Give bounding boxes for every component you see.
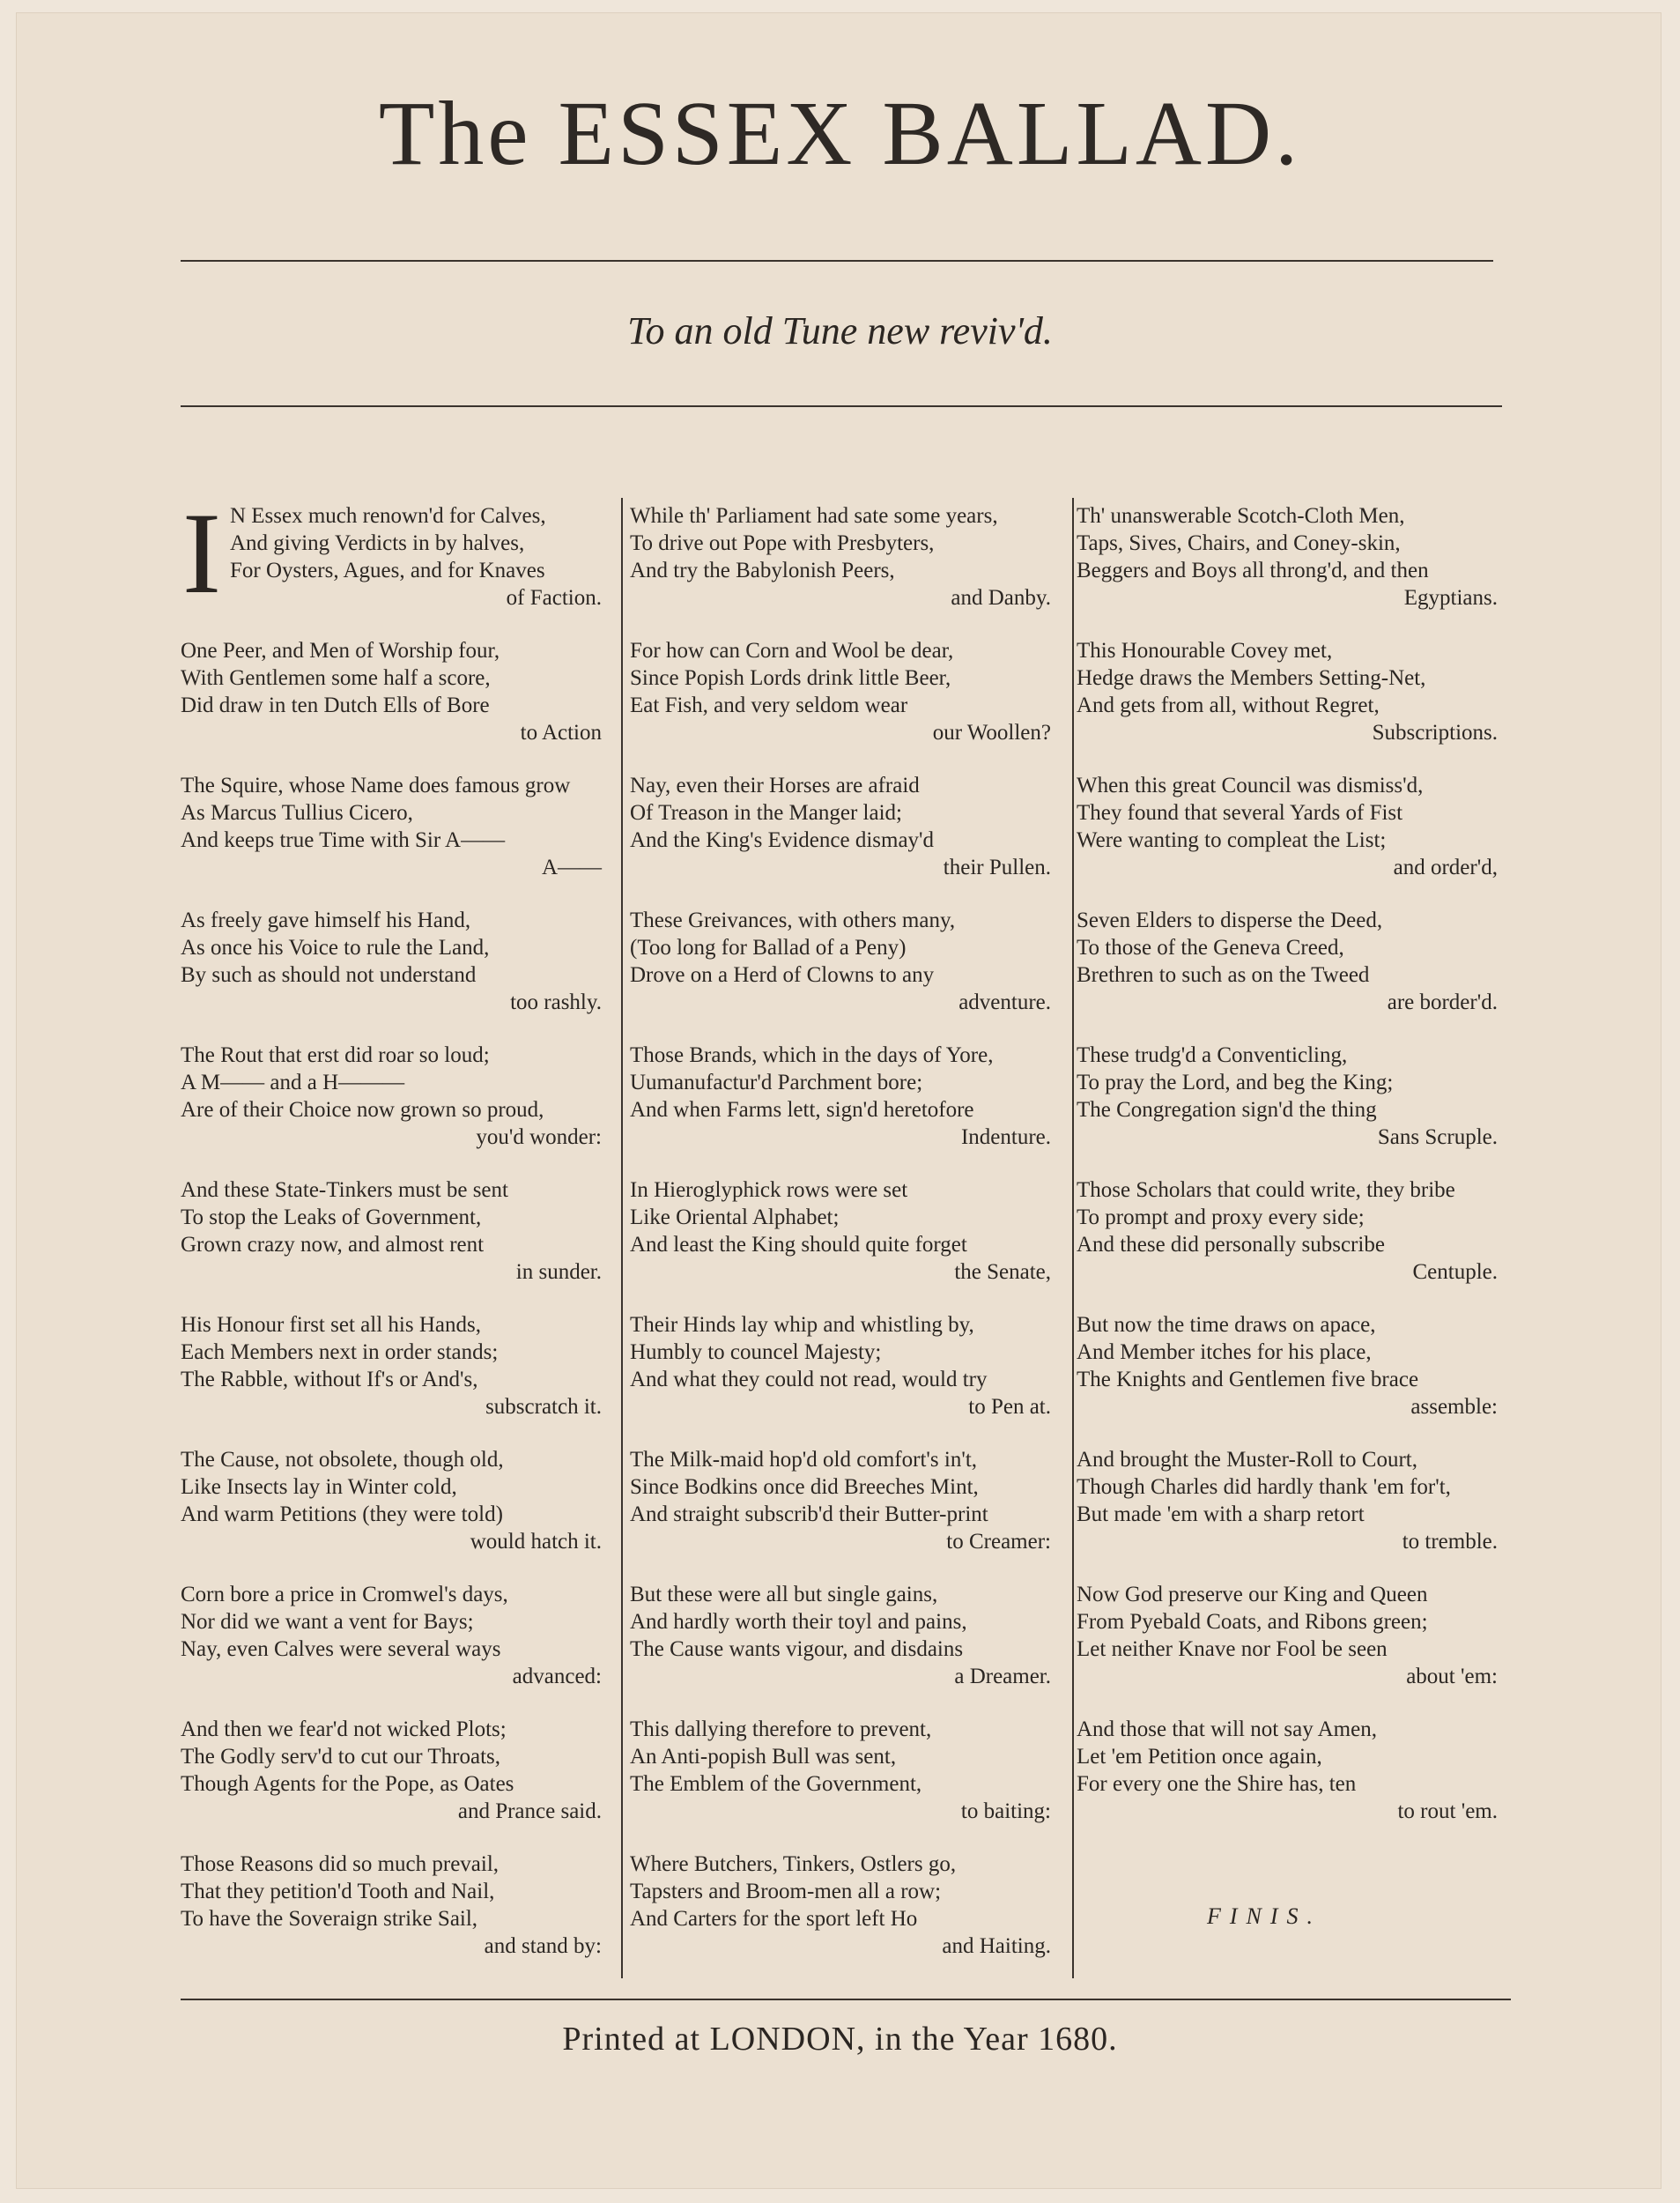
stanza: [1077, 637, 1498, 772]
stanza-tag-line: about 'em:: [1406, 1665, 1498, 1688]
finis-mark: FINIS.: [1207, 1903, 1322, 1929]
stanza-tag-line: and Danby.: [951, 586, 1051, 610]
stanza: [181, 1851, 602, 1985]
verse-line: Humbly to councel Majesty;: [630, 1340, 882, 1364]
stanza-tag-line: Subscriptions.: [1372, 721, 1498, 745]
stanza: [181, 1042, 602, 1176]
stanza: [181, 488, 602, 637]
verse-line: Let 'em Petition once again,: [1077, 1745, 1322, 1769]
title-rule: [181, 260, 1493, 262]
verse-line: Seven Elders to disperse the Deed,: [1077, 909, 1383, 932]
verse-line: Th' unanswerable Scotch-Cloth Men,: [1077, 504, 1405, 528]
verse-line: And keeps true Time with Sir A——: [181, 828, 506, 852]
imprint: Printed at LONDON, in the Year 1680.: [562, 2021, 1118, 2058]
verse-line: And straight subscrib'd their Butter-print: [630, 1502, 988, 1526]
stanza: [1077, 1581, 1498, 1716]
stanza: [1077, 907, 1498, 1042]
verse-line: The Rout that erst did roar so loud;: [181, 1043, 490, 1067]
stanza: [1077, 1446, 1498, 1581]
verse-line: And brought the Muster-Roll to Court,: [1077, 1448, 1417, 1472]
verse-line: Nay, even Calves were several ways: [181, 1637, 501, 1661]
stanza-tag-line: subscratch it.: [485, 1395, 602, 1419]
verse-line: An Anti-popish Bull was sent,: [630, 1745, 897, 1769]
stanza: [1077, 1042, 1498, 1176]
verse-line: Were wanting to compleat the List;: [1077, 828, 1387, 852]
verse-line: Corn bore a price in Cromwel's days,: [181, 1583, 508, 1606]
verse-line: Did draw in ten Dutch Ells of Bore: [181, 694, 490, 717]
stanza-tag-line: would hatch it.: [470, 1530, 602, 1554]
ballad-column-2: [630, 502, 1051, 1985]
verse-line: To those of the Geneva Creed,: [1077, 936, 1344, 960]
verse-line: The Cause wants vigour, and disdains: [630, 1637, 964, 1661]
stanza: [630, 502, 1051, 637]
stanza: [181, 637, 602, 772]
stanza: [181, 1581, 602, 1716]
verse-line: These trudg'd a Conventicling,: [1077, 1043, 1348, 1067]
verse-line: Grown crazy now, and almost rent: [181, 1233, 485, 1257]
verse-line: Since Popish Lords drink little Beer,: [630, 666, 951, 690]
stanza: [630, 1446, 1051, 1581]
stanza-tag-line: are border'd.: [1387, 990, 1498, 1014]
verse-line: And Member itches for his place,: [1077, 1340, 1372, 1364]
verse-line: And when Farms lett, sign'd heretofore: [630, 1098, 974, 1122]
verse-line: Taps, Sives, Chairs, and Coney-skin,: [1077, 531, 1401, 555]
subtitle-rule: [181, 405, 1502, 407]
verse-line: Nor did we want a vent for Bays;: [181, 1610, 474, 1634]
verse-line: A M—— and a H———: [181, 1071, 405, 1094]
verse-line: This Honourable Covey met,: [1077, 639, 1333, 663]
stanza-tag-line: to rout 'em.: [1397, 1799, 1498, 1823]
verse-line: Like Insects lay in Winter cold,: [181, 1475, 457, 1499]
verse-line: And warm Petitions (they were told): [181, 1502, 503, 1526]
verse-line: And Carters for the sport left Ho: [630, 1907, 918, 1931]
verse-line: Since Bodkins once did Breeches Mint,: [630, 1475, 979, 1499]
subtitle: To an old Tune new reviv'd.: [627, 309, 1053, 352]
verse-line: For every one the Shire has, ten: [1077, 1772, 1357, 1796]
stanza: [181, 907, 602, 1042]
stanza-tag-line: a Dreamer.: [954, 1665, 1051, 1688]
verse-line: To prompt and proxy every side;: [1077, 1205, 1365, 1229]
stanza: [630, 637, 1051, 772]
stanza-tag-line: assemble:: [1410, 1395, 1498, 1419]
stanza-tag-line: and Haiting.: [942, 1934, 1051, 1958]
verse-line: These Greivances, with others many,: [630, 909, 956, 932]
verse-line: Let neither Knave nor Fool be seen: [1077, 1637, 1388, 1661]
stanza: [181, 1716, 602, 1851]
stanza: [630, 772, 1051, 907]
verse-line: Though Charles did hardly thank 'em for't,: [1077, 1475, 1451, 1499]
verse-line: To stop the Leaks of Government,: [181, 1205, 482, 1229]
verse-line: (Too long for Ballad of a Peny): [630, 936, 907, 960]
verse-line: And these State-Tinkers must be sent: [181, 1178, 508, 1202]
stanza-tag-line: to Pen at.: [968, 1395, 1051, 1419]
stanza: [181, 772, 602, 907]
verse-line: The Cause, not obsolete, though old,: [181, 1448, 504, 1472]
stanza: [630, 1311, 1051, 1446]
stanza-tag-line: Egyptians.: [1403, 586, 1498, 610]
verse-line: Those Brands, which in the days of Yore,: [630, 1043, 994, 1067]
verse-line: The Squire, whose Name does famous grow: [181, 774, 571, 797]
verse-line: Like Oriental Alphabet;: [630, 1205, 840, 1229]
verse-line: Brethren to such as on the Tweed: [1077, 963, 1370, 987]
stanza: [181, 1311, 602, 1446]
stanza-tag-line: and order'd,: [1393, 856, 1498, 879]
stanza-tag-line: A——: [541, 856, 602, 879]
ballad-column-1: [181, 488, 602, 1985]
verse-line: They found that several Yards of Fist: [1077, 801, 1403, 825]
verse-line: And then we fear'd not wicked Plots;: [181, 1717, 507, 1741]
verse-line: His Honour first set all his Hands,: [181, 1313, 481, 1337]
stanza-tag-line: to Action: [520, 721, 602, 745]
verse-line: And giving Verdicts in by halves,: [229, 531, 525, 555]
stanza-tag-line: Centuple.: [1412, 1260, 1498, 1284]
verse-line: For how can Corn and Wool be dear,: [630, 639, 954, 663]
verse-line: Drove on a Herd of Clowns to any: [630, 963, 935, 987]
stanza: [1077, 772, 1498, 907]
footer-rule: [181, 1999, 1511, 2000]
verse-line: By such as should not understand: [181, 963, 477, 987]
stanza-tag-line: to Creamer:: [946, 1530, 1051, 1554]
stanza-tag-line: their Pullen.: [943, 856, 1051, 879]
stanza: [630, 1042, 1051, 1176]
verse-line: And these did personally subscribe: [1077, 1233, 1385, 1257]
verse-line: Those Reasons did so much prevail,: [181, 1852, 500, 1876]
verse-line: Hedge draws the Members Setting-Net,: [1077, 666, 1426, 690]
verse-line: Those Scholars that could write, they bribe: [1077, 1178, 1455, 1202]
verse-line: The Milk-maid hop'd old comfort's in't,: [630, 1448, 978, 1472]
stanza-tag-line: Sans Scruple.: [1377, 1125, 1498, 1149]
verse-line: With Gentlemen some half a score,: [181, 666, 491, 690]
stanza: [630, 1716, 1051, 1851]
verse-line: The Knights and Gentlemen five brace: [1077, 1368, 1419, 1391]
drop-cap: I: [182, 488, 221, 618]
verse-line: The Rabble, without If's or And's,: [181, 1368, 478, 1391]
stanza: [1077, 502, 1498, 637]
verse-line: For Oysters, Agues, and for Knaves: [229, 559, 545, 582]
column-divider-2: [1072, 498, 1074, 1978]
stanza: [181, 1176, 602, 1311]
verse-line: But made 'em with a sharp retort: [1077, 1502, 1365, 1526]
verse-line: As Marcus Tullius Cicero,: [181, 801, 413, 825]
verse-line: The Godly serv'd to cut our Throats,: [181, 1745, 501, 1769]
verse-line: Tapsters and Broom-men all a row;: [630, 1880, 942, 1903]
stanza: [630, 1176, 1051, 1311]
verse-line: When this great Council was dismiss'd,: [1077, 774, 1424, 797]
ballad-column-3: [1077, 502, 1498, 1851]
stanza-tag-line: adventure.: [958, 990, 1051, 1014]
verse-line: Beggers and Boys all throng'd, and then: [1077, 559, 1429, 582]
verse-line: And what they could not read, would try: [630, 1368, 988, 1391]
verse-line: Where Butchers, Tinkers, Ostlers go,: [630, 1852, 957, 1876]
column-divider-1: [621, 498, 623, 1978]
verse-line: And hardly worth their toyl and pains,: [630, 1610, 967, 1634]
stanza: [181, 1446, 602, 1581]
stanza: [630, 907, 1051, 1042]
stanza: [630, 1581, 1051, 1716]
verse-line: Nay, even their Horses are afraid: [630, 774, 920, 797]
verse-line: As once his Voice to rule the Land,: [181, 936, 490, 960]
stanza-tag-line: and stand by:: [484, 1934, 602, 1958]
verse-line: Are of their Choice now grown so proud,: [181, 1098, 544, 1122]
verse-line: Now God preserve our King and Queen: [1077, 1583, 1428, 1606]
verse-line: And those that will not say Amen,: [1077, 1717, 1377, 1741]
stanza-tag-line: you'd wonder:: [476, 1125, 602, 1149]
verse-line: Uumanufactur'd Parchment bore;: [630, 1071, 923, 1094]
stanza: [1077, 1311, 1498, 1446]
verse-line: As freely gave himself his Hand,: [181, 909, 471, 932]
page-title: The ESSEX BALLAD.: [378, 83, 1302, 184]
stanza: [630, 1851, 1051, 1985]
verse-line: But these were all but single gains,: [630, 1583, 938, 1606]
stanza-tag-line: Indenture.: [960, 1125, 1051, 1149]
verse-line: Of Treason in the Manger laid;: [630, 801, 902, 825]
verse-line: One Peer, and Men of Worship four,: [181, 639, 500, 663]
verse-line: To drive out Pope with Presbyters,: [630, 531, 935, 555]
verse-line: This dallying therefore to prevent,: [630, 1717, 932, 1741]
stanza-tag-line: to baiting:: [960, 1799, 1051, 1823]
stanza-tag-line: of Faction.: [506, 586, 602, 610]
verse-line: That they petition'd Tooth and Nail,: [181, 1880, 495, 1903]
stanza-tag-line: advanced:: [512, 1665, 602, 1688]
verse-line: And the King's Evidence dismay'd: [630, 828, 935, 852]
verse-line: Though Agents for the Pope, as Oates: [181, 1772, 514, 1796]
stanza-tag-line: in sunder.: [515, 1260, 602, 1284]
stanza: [1077, 1176, 1498, 1311]
verse-line: And gets from all, without Regret,: [1077, 694, 1380, 717]
verse-line: The Congregation sign'd the thing: [1077, 1098, 1377, 1122]
verse-line: And least the King should quite forget: [630, 1233, 967, 1257]
stanza-tag-line: and Prance said.: [457, 1799, 602, 1823]
verse-line: But now the time draws on apace,: [1077, 1313, 1376, 1337]
verse-line: And try the Babylonish Peers,: [630, 559, 895, 582]
verse-line: Their Hinds lay whip and whistling by,: [630, 1313, 974, 1337]
stanza-tag-line: our Woollen?: [932, 721, 1051, 745]
stanza-tag-line: the Senate,: [954, 1260, 1051, 1284]
verse-line: Eat Fish, and very seldom wear: [630, 694, 908, 717]
verse-line: Each Members next in order stands;: [181, 1340, 499, 1364]
verse-line: To have the Soveraign strike Sail,: [181, 1907, 478, 1931]
verse-line: While th' Parliament had sate some years,: [630, 504, 998, 528]
verse-line: In Hieroglyphick rows were set: [630, 1178, 908, 1202]
verse-line: To pray the Lord, and beg the King;: [1077, 1071, 1394, 1094]
stanza-tag-line: to tremble.: [1402, 1530, 1498, 1554]
stanza-tag-line: too rashly.: [510, 990, 602, 1014]
verse-line: From Pyebald Coats, and Ribons green;: [1077, 1610, 1428, 1634]
stanza: [1077, 1716, 1498, 1851]
verse-line: The Emblem of the Government,: [630, 1772, 922, 1796]
verse-line: N Essex much renown'd for Calves,: [229, 504, 546, 528]
